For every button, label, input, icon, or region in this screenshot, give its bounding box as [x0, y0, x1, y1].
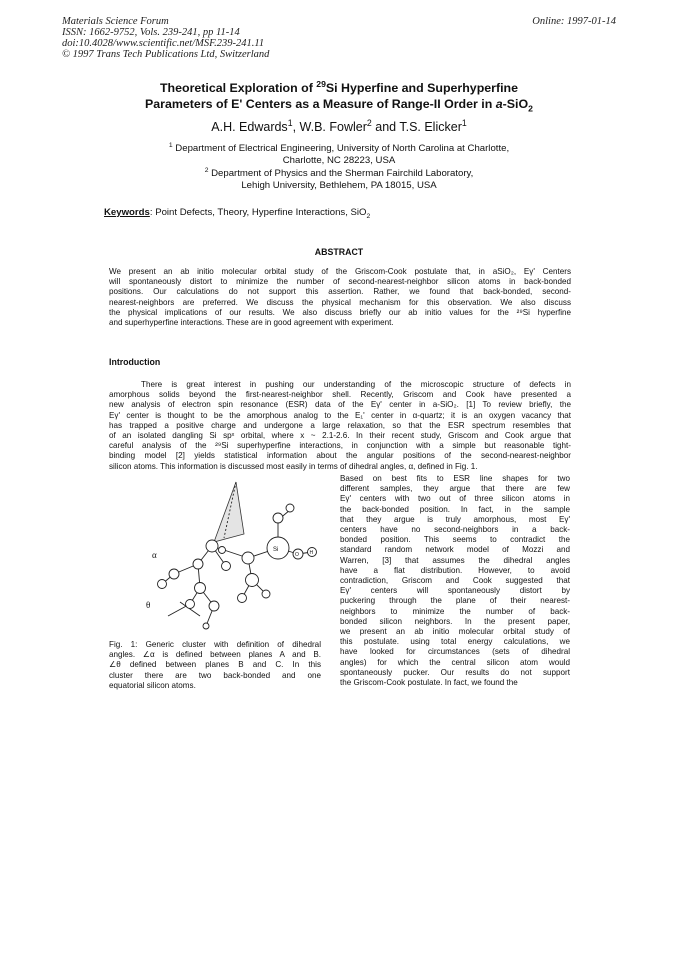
title-line-2: Parameters of E' Centers as a Measure of Range-II Order in a-SiO$_2$: [145, 97, 533, 114]
text-line: of an isolated dangling Si spˣ orbital, where x ~ 2.1-2.6. In their recent study, Griscom and Cook argue that: [109, 431, 571, 441]
text-line: There is great interest in pushing our understanding of the microscopic structure of defects in: [141, 380, 571, 389]
text-line: the back-bonded position. In fact, in the sample: [340, 504, 570, 514]
text-line: have looked for circumstances (sets of dihedral: [340, 647, 570, 657]
text-line: centers have no second-neighbors in a back-: [340, 525, 570, 535]
text-line: Fig. 1: Generic cluster with definition of dihedral: [109, 640, 321, 649]
text-line: cluster there are two back-bonded and one: [109, 670, 321, 680]
atom: [195, 583, 206, 594]
atom: [262, 590, 270, 598]
text-line: binding model [2] yields statistical information about the angular positions of the second-nearest-neighbor: [109, 451, 571, 461]
atom: [242, 552, 254, 564]
text-line: bonded position. This seems to contradict the: [340, 535, 570, 545]
introduction-right-column: [340, 474, 570, 688]
atom: [222, 562, 231, 571]
atom: [158, 580, 167, 589]
cluster-figure: [140, 476, 340, 636]
text-line: this postulate. using total energy calculations, we: [340, 637, 570, 647]
label-h: H: [309, 550, 314, 556]
label-si: Si: [273, 547, 279, 553]
text-line: have a flat distribution. However, to avoid: [340, 565, 570, 575]
text-line: amorphous solids beyond the first-nearest-neighbor shell. Recently, Griscom and Cook have presented a: [109, 390, 571, 400]
atom: [193, 559, 203, 569]
atom: [273, 513, 283, 523]
figure-caption: [109, 640, 321, 691]
text-line: bonded silicon neighbors. In the present paper,: [340, 616, 570, 626]
text-line: different samples, they argue that there are few: [340, 484, 570, 494]
journal-name: Materials Science Forum: [62, 16, 169, 27]
text-line: we present an ab initio molecular orbital study of: [340, 627, 570, 637]
text-line: neighbors to minimize the number of back-: [340, 606, 570, 616]
text-line: the Griscom-Cook postulate. In fact, we found the: [340, 678, 518, 688]
title-line-1: Theoretical Exploration of $^{29}$Si Hyperfine and Superhyperfine: [159, 78, 519, 95]
author-edwards: A.H. Edwards: [211, 120, 288, 134]
introduction-heading: Introduction: [109, 357, 161, 367]
text-line: contradiction, Griscom and Cook suggested that: [340, 576, 570, 586]
text-line: spontaneously pucker. Our results do not support: [340, 667, 570, 677]
plane-a: [214, 482, 244, 542]
atom: [209, 601, 219, 611]
atom: [203, 623, 209, 629]
author-list: A.H. Edwards$^1$, W.B. Fowler$^2$ and T.S. Elicker$^1$: [211, 117, 467, 134]
text-line: Based on best fits to ESR line shapes for two: [340, 474, 570, 483]
text-line: Eγ' centers with two out of three silicon atoms in: [340, 494, 570, 504]
doi-line[interactable]: doi:10.4028/www.scientific.net/MSF.239-241.11: [62, 38, 265, 49]
author-fowler: W.B. Fowler: [299, 120, 367, 134]
text-line: and superhyperfine interactions. These are in good agreement with experiment.: [109, 318, 394, 328]
text-line: that they argue is truly amorphous, most Eγ': [340, 514, 570, 524]
label-o: O: [295, 552, 299, 558]
atom: [246, 574, 259, 587]
affiliation-1: $^1$ Department of Electrical Engineering, University of North Carolina at Charlotte, Charlotte, NC 28223, USA: [168, 141, 510, 166]
text-line: careful analysis of the ²⁹Si superhyperfine interactions, in conjunction with a simple but reasonable tight-: [109, 441, 571, 451]
text-line: positions. Our calculations do not support this assertion. Rather, we found that back-bonded, second-: [109, 287, 571, 297]
text-line: silicon atoms. This information is discussed most easily in terms of dihedral angles, α, defined in Fig. 1.: [109, 461, 478, 471]
atom: [186, 600, 195, 609]
text-line: standard random network model of Mozzi and: [340, 545, 570, 555]
copyright-line: © 1997 Trans Tech Publications Ltd, Switzerland: [62, 49, 270, 60]
label-alpha: α: [152, 550, 157, 560]
online-date: Online: 1997-01-14: [532, 16, 616, 27]
atom: [286, 504, 294, 512]
abstract-body: [109, 267, 571, 328]
text-line: Eγ' centers will spontaneously distort by: [340, 586, 570, 596]
atom: [219, 547, 226, 554]
text-line: Eγ' center is thought to be the amorphous analog to the E₁' center in α-quartz; it is an oxygen vacancy that: [109, 410, 571, 420]
atom-central-si: [206, 540, 218, 552]
text-line: nearest-neighbors are preferred. We discuss the physical mechanism for this observation. We also discuss: [109, 297, 571, 307]
atom: [169, 569, 179, 579]
text-line: the physical implications of our results. We also discuss briefly our ab initio values for the ²⁹Si hyperfine: [109, 307, 571, 317]
abstract-heading: ABSTRACT: [314, 247, 364, 257]
text-line: angles. ∠α is defined between planes A and B.: [109, 650, 321, 660]
introduction-body: [109, 380, 571, 472]
journal-header: [62, 16, 269, 60]
affiliation-2: $^2$ Department of Physics and the Sherman Fairchild Laboratory, Lehigh University, Bethlehem, PA 18015, USA: [204, 166, 474, 191]
text-line: angles) for which the central silicon atom would: [340, 657, 570, 667]
text-line: has trapped a positive charge and undergone a large relaxation, so that the ESR spectrum resembles that: [109, 420, 571, 430]
text-line: equatorial silicon atoms.: [109, 680, 196, 690]
text-line: will spontaneously distort to minimize the number of second-nearest-neighbor silicon atoms in back-bonded: [109, 277, 571, 287]
text-line: ∠θ defined between planes B and C. In this: [109, 660, 321, 670]
author-elicker: T.S. Elicker: [399, 120, 462, 134]
text-line: puckering through the plane of their nearest-: [340, 596, 570, 606]
text-line: We present an ab initio molecular orbital study of the Griscom-Cook postulate that, in aSiO₂, Eγ' Centers: [109, 267, 571, 276]
text-line: Warren, [3] that assumes the dihedral angles: [340, 555, 570, 565]
atom: [238, 594, 247, 603]
issn-line: ISSN: 1662-9752, Vols. 239-241, pp 11-14: [62, 27, 240, 38]
paper-title: [62, 80, 616, 112]
text-line: new analysis of electron spin resonance (ESR) data of the Eγ' center in a-SiO₂. [1] To review briefly, the: [109, 400, 571, 410]
keywords-label: Keywords: [104, 207, 150, 218]
keywords: Keywords: Point Defects, Theory, Hyperfine Interactions, SiO$_2$: [104, 207, 371, 220]
label-theta: θ: [146, 600, 151, 610]
